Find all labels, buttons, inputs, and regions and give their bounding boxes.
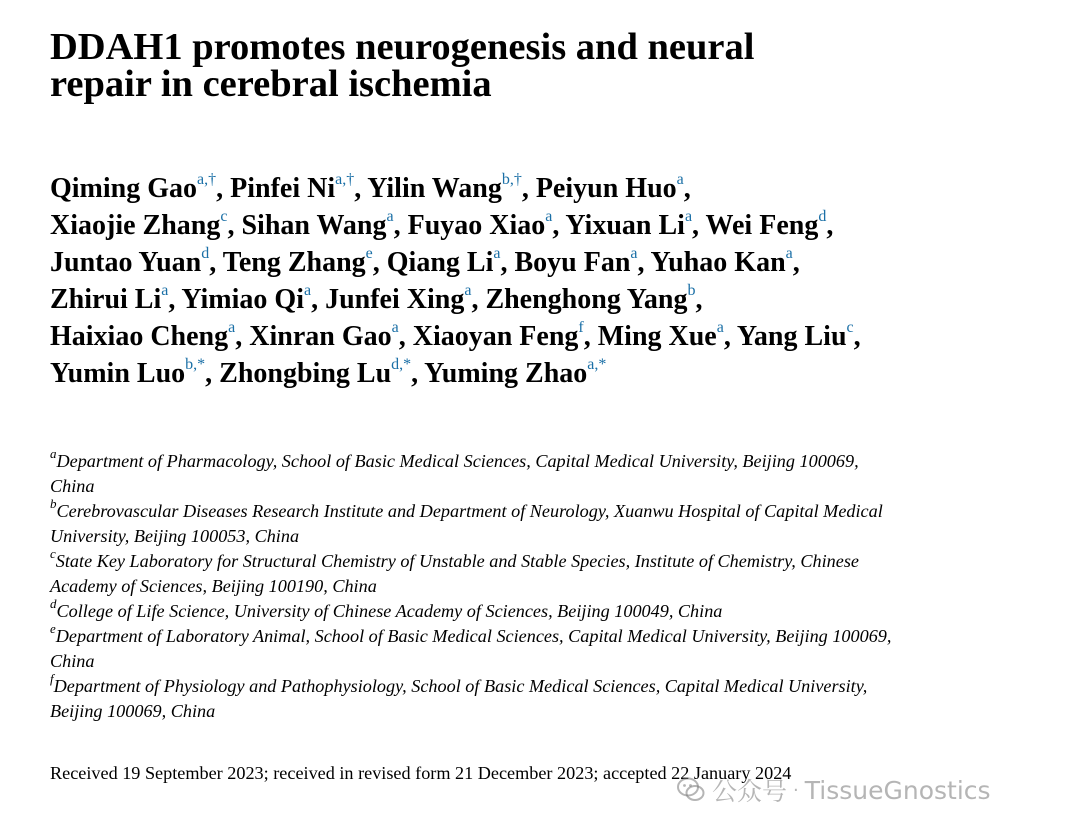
author-affiliation-marker[interactable]: a xyxy=(545,207,553,225)
author-affiliation-marker[interactable]: d xyxy=(201,244,210,262)
author-line: Qiming Gao$^{a,\dagger}$, Pinfei $Ni^{a,\dagger}$, Yilin Wang$^{b,\dagger}$, Peiyun Huo$^a$, xyxy=(50,170,691,204)
author-name: Yang Liu xyxy=(736,321,847,352)
author-name: Teng Zhang xyxy=(222,247,366,278)
author-name: Xinran Gao xyxy=(249,321,392,352)
author-affiliation-marker[interactable]: b,† xyxy=(501,170,522,188)
title-line: DDAH1 promotes neurogenesis and neural xyxy=(50,26,755,68)
affiliation-text: Department of Laboratory Animal, School of Basic Medical Sciences, Capital Medical University, Beijing 100069, xyxy=(55,626,892,646)
affiliation-line xyxy=(50,595,891,624)
author-affiliation-marker[interactable]: c xyxy=(220,207,228,225)
affiliation-key: a xyxy=(50,445,57,461)
author-name: Boyu Fan xyxy=(514,247,631,278)
author-affiliation-marker[interactable]: e xyxy=(365,244,373,262)
author-name: Yuhao Kan xyxy=(650,247,786,278)
author-affiliation-marker[interactable]: a xyxy=(464,281,472,299)
author-affiliation-marker[interactable]: a xyxy=(161,281,169,299)
watermark-text: 公众号 xyxy=(712,777,788,806)
author-affiliation-marker[interactable]: a xyxy=(630,244,638,262)
author-affiliation-marker[interactable]: a xyxy=(716,318,724,336)
affiliation-key: b xyxy=(50,495,57,511)
affiliation-line xyxy=(50,620,892,649)
author-name: Zhongbing Lu xyxy=(219,358,392,389)
author-name: Qiming Gao xyxy=(50,173,198,204)
affiliation-text: University, Beijing 100053, China xyxy=(50,526,300,546)
affiliation-key: f xyxy=(50,670,54,686)
author-line: Haixiao Cheng$^a$, Xinran Gao$^a$, Xiaoyan Feng$^f$, Ming Xue$^a$, Yang Liu$^c$, xyxy=(50,318,861,352)
affiliation-text: Beijing 100069, China xyxy=(50,701,216,721)
affiliation-c xyxy=(50,545,891,599)
author-line: Juntao Yuan$^d$, Teng Zhang$^e$, Qiang Li$^a$, Boyu Fan$^a$, Yuhao Kan$^a$, xyxy=(50,244,800,278)
affiliation-line xyxy=(50,524,891,549)
paper-page xyxy=(50,20,1050,783)
affiliation-key: e xyxy=(50,620,56,636)
affiliation-a xyxy=(50,445,891,499)
affiliation-text: China xyxy=(50,476,95,496)
author-name: Yimiao Qi xyxy=(181,284,304,315)
affiliation-e xyxy=(50,620,892,674)
affiliation-list xyxy=(50,445,892,724)
affiliation-text: Department of Physiology and Pathophysiology, School of Basic Medical Sciences, Capital Medical University, xyxy=(53,676,868,696)
author-affiliation-marker[interactable]: a xyxy=(493,244,501,262)
author-list xyxy=(50,170,861,392)
author-affiliation-marker[interactable]: a xyxy=(684,207,693,225)
author-name: Yixuan Li xyxy=(565,210,685,241)
affiliation-line xyxy=(50,699,891,724)
watermark-brand: TissueGnostics xyxy=(804,775,991,805)
watermark-separator: · xyxy=(793,779,799,801)
author-name: Haixiao Cheng xyxy=(50,321,229,352)
affiliation-text: Academy of Sciences, Beijing 100190, China xyxy=(50,576,377,596)
affiliation-b xyxy=(50,495,891,549)
author-name: Zhirui Li xyxy=(50,284,162,315)
affiliation-line xyxy=(50,545,891,574)
author-name: Yumin Luo xyxy=(50,358,186,389)
paper-title xyxy=(50,20,1050,105)
author-name: Xiaojie Zhang xyxy=(50,210,221,241)
affiliation-line xyxy=(50,474,891,499)
affiliation-d xyxy=(50,595,891,624)
author-name: Sihan Wang xyxy=(241,210,387,241)
affiliation-line xyxy=(50,649,891,674)
author-affiliation-marker[interactable]: d xyxy=(818,207,827,225)
author-affiliation-marker[interactable]: a,† xyxy=(197,170,217,188)
author-name: Zhenghong Yang xyxy=(485,284,688,315)
author-affiliation-marker[interactable]: a xyxy=(303,281,312,299)
author-name: Juntao Yuan xyxy=(50,247,202,278)
author-affiliation-marker[interactable]: a,† xyxy=(335,170,355,188)
author-name: Qiang Li xyxy=(386,247,494,278)
author-name: Fuyao Xiao xyxy=(407,210,546,241)
author-affiliation-marker[interactable]: a xyxy=(386,207,394,225)
author-name: Junfei Xing xyxy=(325,284,465,315)
author-line: Xiaojie Zhang$^c$, Sihan Wang$^a$, Fuyao Xiao$^a$, Yixuan Li$^a$, Wei Feng$^d$, xyxy=(50,207,834,241)
author-affiliation-marker[interactable]: a xyxy=(785,244,793,262)
author-name: Pinfei Ni xyxy=(230,173,336,204)
affiliation-key: d xyxy=(50,595,57,611)
affiliation-line xyxy=(50,670,891,699)
author-name: Wei Feng xyxy=(705,210,819,241)
affiliation-text: State Key Laboratory for Structural Chemistry of Unstable and Stable Species, Institute of Chemistry, Chinese xyxy=(55,551,859,571)
affiliation-text: Cerebrovascular Diseases Research Institute and Department of Neurology, Xuanwu Hospital of Capital Medical xyxy=(56,501,883,521)
affiliation-text: College of Life Science, University of Chinese Academy of Sciences, Beijing 100049, China xyxy=(56,601,723,621)
received-dates: Received 19 September 2023; received in revised form 21 December 2023; accepted 22 January 2024 xyxy=(50,763,792,783)
author-affiliation-marker[interactable]: d,* xyxy=(391,355,412,373)
author-affiliation-marker[interactable]: b,* xyxy=(185,355,206,373)
author-affiliation-marker[interactable]: a,* xyxy=(587,355,607,373)
author-affiliation-marker[interactable]: a xyxy=(676,170,684,188)
author-name: Peiyun Huo xyxy=(535,173,677,204)
watermark xyxy=(676,770,991,810)
author-line: Yumin Luo$^{b,*}$, Zhongbing $Lu^{d,*}$, Yuming Zhao$^{a,*}$ xyxy=(50,355,607,389)
author-name: Yuming Zhao xyxy=(424,358,588,389)
affiliation-line xyxy=(50,445,891,474)
author-name: Xiaoyan Feng xyxy=(412,321,579,352)
author-affiliation-marker[interactable]: b xyxy=(687,281,696,299)
author-affiliation-marker[interactable]: a xyxy=(228,318,236,336)
author-affiliation-marker[interactable]: f xyxy=(578,318,584,336)
affiliation-line xyxy=(50,574,891,599)
author-line: Zhirui Li$^a$, Yimiao Qi$^a$, Junfei Xing$^a$, Zhenghong Yang$^b$, xyxy=(50,281,703,315)
affiliation-text: China xyxy=(50,651,95,671)
affiliation-line xyxy=(50,495,891,524)
author-affiliation-marker[interactable]: a xyxy=(391,318,399,336)
wechat-icon xyxy=(676,775,706,805)
author-affiliation-marker[interactable]: c xyxy=(846,318,854,336)
author-name: Ming Xue xyxy=(597,321,717,352)
affiliation-text: Department of Pharmacology, School of Basic Medical Sciences, Capital Medical University, Beijing 100069, xyxy=(56,451,859,471)
affiliation-f xyxy=(50,670,891,724)
author-name: Yilin Wang xyxy=(367,173,502,204)
affiliation-key: c xyxy=(50,545,56,561)
title-line: repair in cerebral ischemia xyxy=(50,63,492,105)
